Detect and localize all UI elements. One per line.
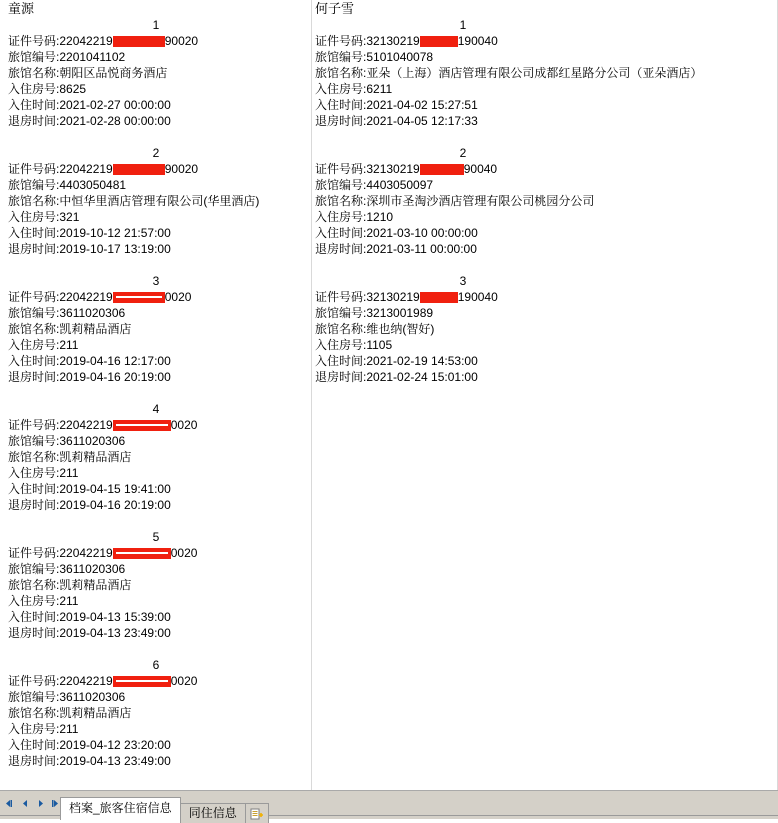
hotel-name-row xyxy=(8,321,320,337)
id-number-suffix: 90020 xyxy=(164,34,199,48)
hotel-code-value: 3213001989 xyxy=(366,306,434,320)
checkin-time-row xyxy=(8,353,320,369)
room-number-label: 入住房号: xyxy=(8,594,60,608)
group-spacer xyxy=(8,385,320,401)
id-number-prefix: 32130219 xyxy=(366,34,420,48)
record-group xyxy=(315,273,627,385)
room-number-label: 入住房号: xyxy=(8,82,60,96)
sheet-tabs xyxy=(60,793,269,819)
hotel-code-row xyxy=(315,305,627,321)
record-group xyxy=(8,401,320,513)
checkout-time-row xyxy=(8,625,320,641)
redaction-bar xyxy=(113,420,171,431)
room-number-label: 入住房号: xyxy=(315,210,367,224)
next-sheet-icon[interactable] xyxy=(34,796,47,810)
checkout-time-label: 退房时间: xyxy=(315,370,367,384)
sheet-tab-cohabitation-info[interactable]: 同住信息 xyxy=(180,803,246,823)
checkin-time-row xyxy=(315,97,627,113)
record-index: 5 xyxy=(152,530,160,544)
checkin-time-row xyxy=(8,225,320,241)
id-number-label: 证件号码: xyxy=(8,34,60,48)
id-number-label: 证件号码: xyxy=(8,546,60,560)
tab-scroll-buttons[interactable] xyxy=(4,796,62,810)
hotel-code-label: 旅馆编号: xyxy=(8,690,60,704)
add-sheet-button[interactable] xyxy=(245,803,269,823)
id-number-prefix: 22042219 xyxy=(59,290,113,304)
id-number-row xyxy=(315,33,627,49)
room-number-value: 1210 xyxy=(366,210,394,224)
id-number-suffix: 190040 xyxy=(457,34,498,48)
checkin-time-value: 2019-04-13 15:39:00 xyxy=(59,610,171,624)
room-number-row xyxy=(8,593,320,609)
checkin-time-value: 2021-03-10 00:00:00 xyxy=(366,226,478,240)
checkout-time-row xyxy=(8,113,320,129)
id-number-row xyxy=(8,673,320,689)
checkin-time-label: 入住时间: xyxy=(8,738,60,752)
room-number-row xyxy=(315,337,627,353)
hotel-name-value: 凯莉精品酒店 xyxy=(59,578,132,592)
redaction-bar xyxy=(113,548,171,559)
id-number-row xyxy=(8,417,320,433)
record-group xyxy=(8,145,320,257)
checkin-time-label: 入住时间: xyxy=(315,354,367,368)
record-index: 2 xyxy=(459,146,467,160)
checkout-time-value: 2019-04-16 20:19:00 xyxy=(59,370,171,384)
hotel-name-label: 旅馆名称: xyxy=(315,194,367,208)
checkin-time-row xyxy=(8,481,320,497)
hotel-code-value: 3611020306 xyxy=(59,434,126,448)
hotel-code-label: 旅馆编号: xyxy=(8,50,60,64)
id-number-label: 证件号码: xyxy=(8,290,60,304)
hotel-code-row xyxy=(8,49,320,65)
room-number-row xyxy=(8,721,320,737)
id-number-label: 证件号码: xyxy=(315,162,367,176)
hotel-code-row xyxy=(8,305,320,321)
room-number-value: 321 xyxy=(59,210,80,224)
id-number-suffix: 0020 xyxy=(170,418,198,432)
record-group xyxy=(8,529,320,641)
checkin-time-label: 入住时间: xyxy=(315,226,367,240)
hotel-name-label: 旅馆名称: xyxy=(8,194,60,208)
checkin-time-row xyxy=(8,97,320,113)
id-number-row xyxy=(8,161,320,177)
checkout-time-row xyxy=(315,369,627,385)
checkin-time-row xyxy=(8,737,320,753)
hotel-name-label: 旅馆名称: xyxy=(8,450,60,464)
checkout-time-value: 2019-04-13 23:49:00 xyxy=(59,754,171,768)
checkout-time-value: 2019-10-17 13:19:00 xyxy=(59,242,171,256)
room-number-label: 入住房号: xyxy=(8,466,60,480)
group-spacer xyxy=(8,513,320,529)
hotel-name-row xyxy=(315,321,627,337)
room-number-label: 入住房号: xyxy=(315,82,367,96)
id-number-prefix: 32130219 xyxy=(366,162,420,176)
hotel-name-row xyxy=(8,449,320,465)
hotel-name-value: 中恒华里酒店管理有限公司(华里酒店) xyxy=(59,194,260,208)
checkout-time-label: 退房时间: xyxy=(8,754,60,768)
checkin-time-value: 2021-02-27 00:00:00 xyxy=(59,98,171,112)
checkin-time-label: 入住时间: xyxy=(8,354,60,368)
hotel-code-row xyxy=(8,177,320,193)
room-number-value: 1105 xyxy=(366,338,393,352)
id-number-row xyxy=(315,289,627,305)
checkout-time-row xyxy=(8,369,320,385)
checkout-time-value: 2021-03-11 00:00:00 xyxy=(366,242,477,256)
id-number-row xyxy=(8,289,320,305)
record-index: 2 xyxy=(152,146,160,160)
hotel-name-value: 朝阳区品悦商务酒店 xyxy=(59,66,168,80)
hotel-code-value: 3611020306 xyxy=(59,562,126,576)
room-number-row xyxy=(315,81,627,97)
hotel-name-label: 旅馆名称: xyxy=(8,322,60,336)
hotel-code-label: 旅馆编号: xyxy=(8,178,60,192)
id-number-label: 证件号码: xyxy=(8,674,60,688)
checkin-time-row xyxy=(8,609,320,625)
checkin-time-value: 2021-04-02 15:27:51 xyxy=(366,98,478,112)
checkout-time-row xyxy=(8,753,320,769)
hotel-code-value: 4403050097 xyxy=(366,178,434,192)
hotel-name-label: 旅馆名称: xyxy=(8,66,60,80)
room-number-label: 入住房号: xyxy=(8,210,60,224)
id-number-prefix: 22042219 xyxy=(59,674,113,688)
group-spacer xyxy=(315,257,627,273)
id-number-label: 证件号码: xyxy=(8,418,60,432)
checkout-time-label: 退房时间: xyxy=(8,498,60,512)
id-number-suffix: 0020 xyxy=(170,674,198,688)
record-index: 6 xyxy=(152,658,160,672)
checkin-time-label: 入住时间: xyxy=(315,98,367,112)
checkout-time-label: 退房时间: xyxy=(315,242,367,256)
sheet-tab-archive-guest-stay[interactable]: 档案_旅客住宿信息 xyxy=(60,797,181,820)
id-number-suffix: 0020 xyxy=(164,290,192,304)
id-number-row xyxy=(8,33,320,49)
hotel-name-value: 深圳市圣淘沙酒店管理有限公司桃园分公司 xyxy=(366,194,595,208)
id-number-label: 证件号码: xyxy=(315,290,367,304)
checkout-time-value: 2019-04-13 23:49:00 xyxy=(59,626,171,640)
hotel-name-value: 凯莉精品酒店 xyxy=(59,322,132,336)
id-number-row xyxy=(315,161,627,177)
id-number-suffix: 90020 xyxy=(164,162,199,176)
hotel-code-value: 2201041102 xyxy=(59,50,126,64)
left-person-column xyxy=(8,0,320,769)
record-group xyxy=(315,17,703,129)
checkout-time-label: 退房时间: xyxy=(8,626,60,640)
first-sheet-icon[interactable] xyxy=(4,796,17,810)
checkout-time-value: 2021-02-28 00:00:00 xyxy=(59,114,171,128)
checkout-time-row xyxy=(8,497,320,513)
redaction-bar xyxy=(420,292,458,303)
id-number-prefix: 22042219 xyxy=(59,418,113,432)
left-person-name: 童源 xyxy=(8,1,35,16)
id-number-prefix: 22042219 xyxy=(59,34,113,48)
checkin-time-value: 2019-04-12 23:20:00 xyxy=(59,738,171,752)
redaction-bar xyxy=(113,36,165,47)
room-number-row xyxy=(315,209,627,225)
checkout-time-value: 2021-02-24 15:01:00 xyxy=(366,370,478,384)
room-number-value: 6211 xyxy=(366,82,393,96)
checkout-time-row xyxy=(315,241,627,257)
right-person-column xyxy=(315,0,703,385)
checkout-time-row xyxy=(315,113,627,129)
id-number-suffix: 90040 xyxy=(463,162,498,176)
redaction-bar xyxy=(420,164,464,175)
hotel-code-label: 旅馆编号: xyxy=(315,306,367,320)
group-spacer xyxy=(8,129,320,145)
room-number-row xyxy=(8,465,320,481)
checkin-time-row xyxy=(315,225,627,241)
group-spacer xyxy=(8,257,320,273)
previous-sheet-icon[interactable] xyxy=(19,796,32,810)
checkout-time-label: 退房时间: xyxy=(8,242,60,256)
hotel-code-row xyxy=(315,49,627,65)
hotel-code-row xyxy=(8,689,320,705)
hotel-name-label: 旅馆名称: xyxy=(315,322,367,336)
record-group xyxy=(315,145,627,257)
hotel-code-row xyxy=(8,561,320,577)
checkout-time-label: 退房时间: xyxy=(315,114,367,128)
record-group xyxy=(8,273,320,385)
checkout-time-label: 退房时间: xyxy=(8,370,60,384)
hotel-name-label: 旅馆名称: xyxy=(8,706,60,720)
redaction-bar xyxy=(113,164,165,175)
id-number-prefix: 32130219 xyxy=(366,290,420,304)
hotel-code-label: 旅馆编号: xyxy=(315,178,367,192)
id-number-suffix: 0020 xyxy=(170,546,198,560)
hotel-code-row xyxy=(315,177,627,193)
hotel-name-value: 亚朵（上海）酒店管理有限公司成都红星路分公司（亚朵酒店） xyxy=(366,66,703,80)
id-number-suffix: 190040 xyxy=(457,290,498,304)
checkin-time-label: 入住时间: xyxy=(8,98,60,112)
redaction-bar xyxy=(420,36,458,47)
room-number-row xyxy=(8,81,320,97)
room-number-value: 211 xyxy=(59,338,79,352)
hotel-name-value: 维也纳(智好) xyxy=(366,322,435,336)
hotel-code-label: 旅馆编号: xyxy=(8,562,60,576)
checkout-time-row xyxy=(8,241,320,257)
checkin-time-label: 入住时间: xyxy=(8,482,60,496)
record-group xyxy=(8,657,320,769)
room-number-value: 8625 xyxy=(59,82,87,96)
hotel-code-label: 旅馆编号: xyxy=(8,306,60,320)
hotel-code-value: 3611020306 xyxy=(59,690,126,704)
hotel-name-label: 旅馆名称: xyxy=(8,578,60,592)
checkin-time-value: 2019-04-15 19:41:00 xyxy=(59,482,171,496)
sheet-tab-bar xyxy=(0,790,778,819)
hotel-code-value: 3611020306 xyxy=(59,306,126,320)
room-number-label: 入住房号: xyxy=(8,722,60,736)
hotel-code-label: 旅馆编号: xyxy=(315,50,367,64)
id-number-prefix: 22042219 xyxy=(59,546,113,560)
checkin-time-value: 2019-04-16 12:17:00 xyxy=(59,354,171,368)
record-index: 1 xyxy=(152,18,160,32)
record-index: 4 xyxy=(152,402,160,416)
room-number-value: 211 xyxy=(59,594,79,608)
group-spacer xyxy=(8,641,320,657)
hotel-code-row xyxy=(8,433,320,449)
room-number-label: 入住房号: xyxy=(8,338,60,352)
id-number-row xyxy=(8,545,320,561)
record-index: 3 xyxy=(152,274,160,288)
hotel-name-value: 凯莉精品酒店 xyxy=(59,706,132,720)
hotel-code-label: 旅馆编号: xyxy=(8,434,60,448)
id-number-label: 证件号码: xyxy=(315,34,367,48)
hotel-name-row xyxy=(315,193,778,209)
room-number-row xyxy=(8,337,320,353)
record-index: 3 xyxy=(459,274,467,288)
hotel-code-value: 4403050481 xyxy=(59,178,127,192)
hotel-name-row xyxy=(315,65,778,81)
hotel-name-value: 凯莉精品酒店 xyxy=(59,450,132,464)
hotel-name-row xyxy=(8,65,320,81)
room-number-value: 211 xyxy=(59,466,79,480)
id-number-prefix: 22042219 xyxy=(59,162,113,176)
checkout-time-value: 2019-04-16 20:19:00 xyxy=(59,498,171,512)
room-number-label: 入住房号: xyxy=(315,338,367,352)
hotel-name-row xyxy=(8,577,320,593)
right-person-name: 何子雪 xyxy=(315,1,355,16)
group-spacer xyxy=(315,129,627,145)
checkout-time-value: 2021-04-05 12:17:33 xyxy=(366,114,478,128)
checkin-time-label: 入住时间: xyxy=(8,610,60,624)
hotel-code-value: 5101040078 xyxy=(366,50,434,64)
hotel-name-label: 旅馆名称: xyxy=(315,66,367,80)
checkin-time-label: 入住时间: xyxy=(8,226,60,240)
redaction-bar xyxy=(113,292,165,303)
checkin-time-row xyxy=(315,353,627,369)
checkin-time-value: 2021-02-19 14:53:00 xyxy=(366,354,478,368)
checkin-time-value: 2019-10-12 21:57:00 xyxy=(59,226,171,240)
record-index: 1 xyxy=(459,18,467,32)
checkout-time-label: 退房时间: xyxy=(8,114,60,128)
hotel-name-row xyxy=(8,705,320,721)
id-number-label: 证件号码: xyxy=(8,162,60,176)
room-number-value: 211 xyxy=(59,722,79,736)
record-group xyxy=(8,17,320,129)
room-number-row xyxy=(8,209,320,225)
redaction-bar xyxy=(113,676,171,687)
